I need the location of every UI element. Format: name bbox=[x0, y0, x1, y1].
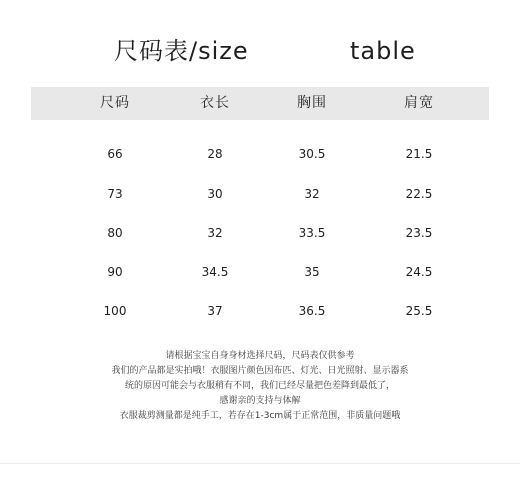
cell-shoulder: 24.5 bbox=[405, 265, 433, 279]
header-length: 衣长 bbox=[200, 95, 230, 111]
note-line: 我们的产品都是实拍哦！衣服图片颜色因布匹、灯光、日光照射、显示器系 bbox=[111, 366, 409, 376]
cell-chest: 30.5 bbox=[298, 147, 326, 161]
cell-size: 80 bbox=[107, 226, 123, 240]
header-chest: 胸围 bbox=[297, 95, 327, 111]
cell-chest: 36.5 bbox=[298, 304, 326, 318]
size-table-title bbox=[0, 34, 520, 70]
note-line: 统的原因可能会与衣服稍有不同，我们已经尽量把色差降到最低了， bbox=[124, 381, 395, 391]
cell-shoulder: 22.5 bbox=[405, 187, 433, 201]
cell-chest: 33.5 bbox=[298, 226, 326, 240]
cell-shoulder: 25.5 bbox=[405, 304, 433, 318]
cell-chest: 35 bbox=[304, 265, 320, 279]
header-shoulder: 肩宽 bbox=[404, 95, 434, 111]
note-line: 请根据宝宝自身身材选择尺码，尺码表仅供参考 bbox=[165, 351, 355, 361]
cell-length: 28 bbox=[207, 147, 223, 161]
bottom-divider bbox=[0, 463, 520, 464]
note-line: 衣服裁剪测量都是纯手工，若存在1-3cm属于正常范围，非质量问题哦 bbox=[119, 411, 401, 421]
cell-size: 66 bbox=[107, 147, 123, 161]
cell-length: 34.5 bbox=[201, 265, 229, 279]
cell-length: 30 bbox=[207, 187, 223, 201]
cell-length: 32 bbox=[207, 226, 223, 240]
cell-size: 73 bbox=[107, 187, 123, 201]
header-size: 尺码 bbox=[100, 95, 130, 111]
table-header bbox=[31, 87, 489, 120]
table-row bbox=[0, 144, 520, 164]
cell-size: 100 bbox=[103, 304, 127, 318]
cell-chest: 32 bbox=[304, 187, 320, 201]
cell-size: 90 bbox=[107, 265, 123, 279]
cell-shoulder: 21.5 bbox=[405, 147, 433, 161]
title-size-label: 尺码表/size bbox=[114, 37, 249, 65]
table-row bbox=[0, 301, 520, 321]
table-row bbox=[0, 184, 520, 204]
size-notes bbox=[20, 349, 500, 424]
cell-length: 37 bbox=[207, 304, 223, 318]
table-row bbox=[0, 223, 520, 243]
cell-shoulder: 23.5 bbox=[405, 226, 433, 240]
note-line: 感谢亲的支持与体解 bbox=[219, 396, 301, 406]
title-table-label: table bbox=[350, 37, 416, 65]
table-row bbox=[0, 262, 520, 282]
